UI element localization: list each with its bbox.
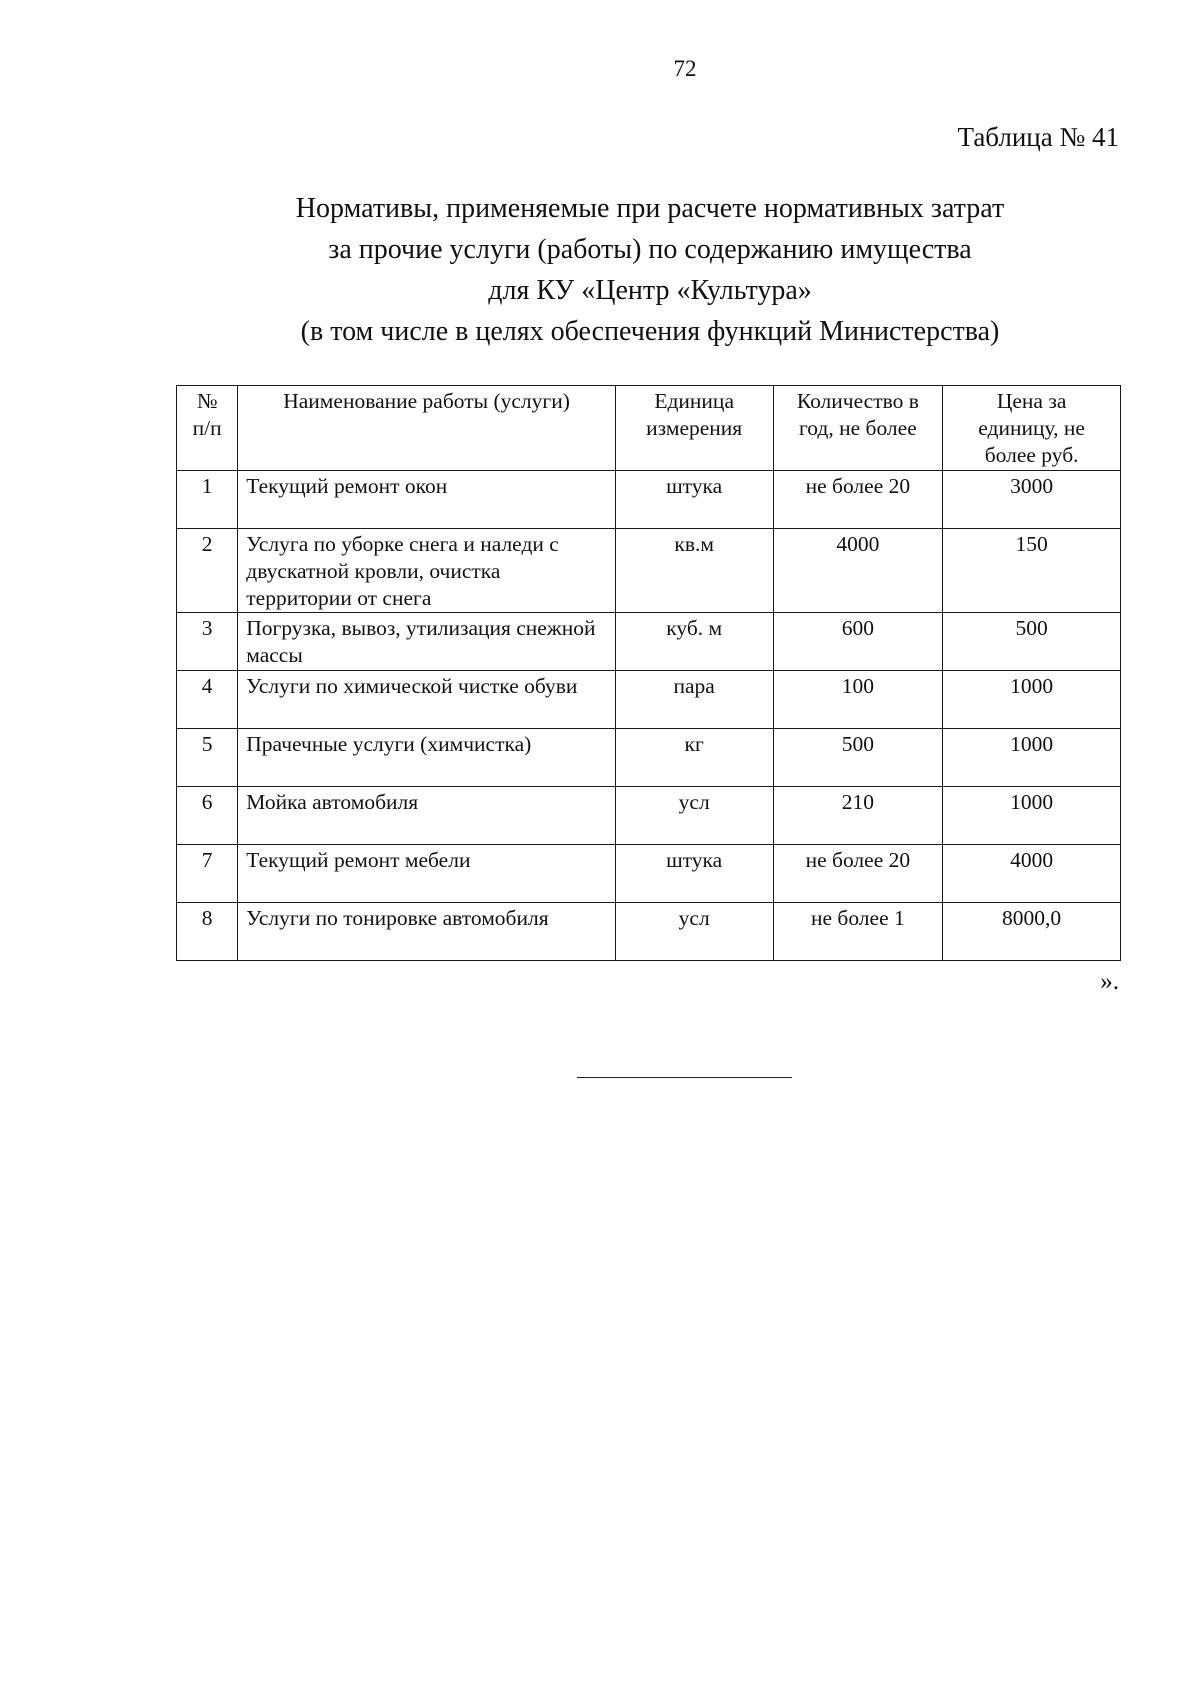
page-number: 72 bbox=[673, 56, 697, 81]
title-line: за прочие услуги (работы) по содержанию имущества bbox=[328, 234, 972, 265]
table-row bbox=[177, 845, 1121, 903]
table-row bbox=[177, 787, 1121, 845]
table-header-row bbox=[177, 386, 1121, 471]
cell-num: 6 bbox=[177, 787, 238, 845]
cell-price: 1000 bbox=[943, 671, 1121, 729]
header-num bbox=[177, 386, 238, 471]
cell-unit: штука bbox=[615, 471, 773, 529]
closing-quote: ». bbox=[1100, 968, 1119, 995]
table-row bbox=[177, 729, 1121, 787]
cell-num: 3 bbox=[177, 613, 238, 671]
cell-name: Мойка автомобиля bbox=[238, 787, 616, 845]
table-label: Таблица № 41 bbox=[957, 122, 1119, 152]
cell-unit: пара bbox=[615, 671, 773, 729]
cell-name: Текущий ремонт окон bbox=[238, 471, 616, 529]
title-line: для КУ «Центр «Культура» bbox=[488, 275, 812, 306]
header-text: Единица bbox=[654, 389, 734, 413]
cell-name: Погрузка, вывоз, утилизация снежной массы bbox=[238, 613, 616, 671]
end-divider bbox=[577, 1077, 792, 1078]
cell-price: 1000 bbox=[943, 729, 1121, 787]
title-line: (в том числе в целях обеспечения функций Министерства) bbox=[300, 316, 1000, 347]
header-text: измерения bbox=[646, 416, 743, 440]
cell-num: 1 bbox=[177, 471, 238, 529]
table-row bbox=[177, 471, 1121, 529]
header-text: более руб. bbox=[984, 443, 1079, 467]
cell-unit: штука bbox=[615, 845, 773, 903]
cell-num: 4 bbox=[177, 671, 238, 729]
table-row bbox=[177, 529, 1121, 613]
cell-price: 8000,0 bbox=[943, 903, 1121, 961]
cell-name: Услуги по химической чистке обуви bbox=[238, 671, 616, 729]
document-title bbox=[250, 188, 1050, 352]
cell-num: 8 bbox=[177, 903, 238, 961]
cell-unit: куб. м bbox=[615, 613, 773, 671]
header-name bbox=[238, 386, 616, 471]
header-qty bbox=[773, 386, 943, 471]
header-text: год, не более bbox=[798, 416, 917, 440]
cell-unit: усл bbox=[615, 903, 773, 961]
header-text: Наименование работы (услуги) bbox=[283, 389, 570, 413]
cell-name: Услуга по уборке снега и наледи с двускатной кровли, очистка территории от снега bbox=[238, 529, 616, 613]
cell-qty: не более 20 bbox=[773, 471, 943, 529]
title-line: Нормативы, применяемые при расчете нормативных затрат bbox=[295, 193, 1005, 224]
header-unit bbox=[615, 386, 773, 471]
cell-unit: кв.м bbox=[615, 529, 773, 613]
cell-price: 3000 bbox=[943, 471, 1121, 529]
cell-qty: 600 bbox=[773, 613, 943, 671]
cell-name: Услуги по тонировке автомобиля bbox=[238, 903, 616, 961]
table-row bbox=[177, 903, 1121, 961]
header-text: № bbox=[196, 389, 218, 413]
cell-qty: не более 1 bbox=[773, 903, 943, 961]
header-text: Количество в bbox=[796, 389, 919, 413]
cell-qty: 500 bbox=[773, 729, 943, 787]
cell-qty: 210 bbox=[773, 787, 943, 845]
header-price bbox=[943, 386, 1121, 471]
cell-qty: 4000 bbox=[773, 529, 943, 613]
cell-price: 150 bbox=[943, 529, 1121, 613]
cell-name: Прачечные услуги (химчистка) bbox=[238, 729, 616, 787]
cell-num: 2 bbox=[177, 529, 238, 613]
table-row bbox=[177, 613, 1121, 671]
norms-table bbox=[176, 385, 1121, 961]
cell-price: 1000 bbox=[943, 787, 1121, 845]
cell-num: 5 bbox=[177, 729, 238, 787]
cell-qty: не более 20 bbox=[773, 845, 943, 903]
cell-num: 7 bbox=[177, 845, 238, 903]
cell-name: Текущий ремонт мебели bbox=[238, 845, 616, 903]
cell-qty: 100 bbox=[773, 671, 943, 729]
header-text: Цена за bbox=[996, 389, 1067, 413]
table-row bbox=[177, 671, 1121, 729]
cell-unit: усл bbox=[615, 787, 773, 845]
header-text: п/п bbox=[192, 416, 222, 440]
cell-unit: кг bbox=[615, 729, 773, 787]
header-text: единицу, не bbox=[978, 416, 1085, 440]
cell-price: 500 bbox=[943, 613, 1121, 671]
cell-price: 4000 bbox=[943, 845, 1121, 903]
